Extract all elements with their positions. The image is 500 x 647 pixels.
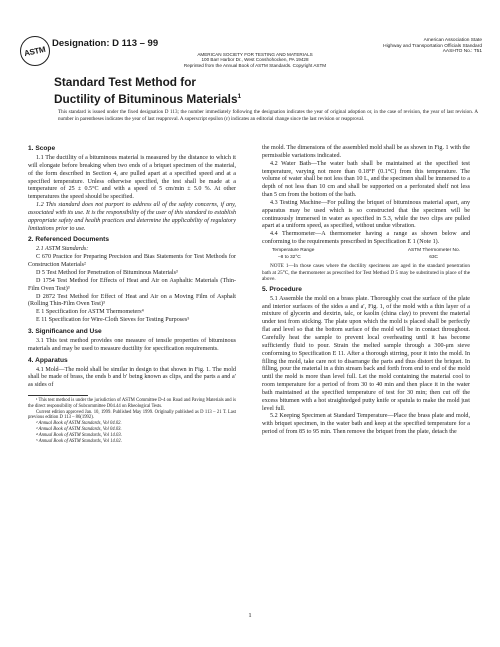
designation-notice: This standard is issued under the fixed designation D 113; the number immediately following the designation indicates the year of original adoption or, in the case of revision, the year of last revision. A number in parentheses indicates the year of last reapproval. A superscript epsilon (ε) indicates an editorial change since the last revision or reapproval.: [58, 109, 478, 122]
publisher-line: Reprinted from the Annual Book of ASTM Standards. Copyright ASTM: [183, 62, 327, 68]
reference-item: C 670 Practice for Preparing Precision and Bias Statements for Test Methods for Construction Materials²: [28, 254, 236, 269]
thermometer-table: [262, 247, 470, 261]
reference-item: D 5 Test Method for Penetration of Bituminous Materials³: [36, 269, 178, 276]
note-1: NOTE 1—In those cases where the ductility specimens are aged in the standard penetration bath at 25°C, the thermometer as prescribed for Test Method D 5 may be substituted in place of the above.: [262, 262, 470, 283]
astm-logo: [20, 36, 50, 66]
astm-standards-subhead: 2.1 ASTM Standards:: [36, 246, 89, 253]
association-block: [346, 38, 482, 55]
paragraph-1-1: 1.1 The ductility of a bituminous material is measured by the distance to which it will elongate before breaking when two ends of a briquet specimen of the material, of the form described in Section 4, are pulled apart at a specified speed and at a specified temperature. Unless otherwise specified, the test shall be made at a temperature of 25 ± 0.5°C and with a speed of 5 cm/min ± 5.0 %. At other temperatures the speed should be specified.: [28, 155, 236, 201]
footnote-divider: [28, 395, 88, 396]
section-heading-scope: 1. Scope: [28, 145, 56, 152]
table-header-range: Temperature Range: [272, 247, 315, 253]
title-main: Ductility of Bituminous Materials: [54, 91, 238, 106]
section-heading-significance: 3. Significance and Use: [28, 327, 102, 335]
thermometer-table-row: [262, 254, 470, 261]
designation: Designation: D 113 – 99: [52, 38, 159, 49]
table-header-thermometer: ASTM Thermometer No.: [407, 247, 460, 253]
section-heading-apparatus: 4. Apparatus: [28, 356, 68, 364]
paragraph-4-3: 4.3 Testing Machine—For pulling the briquet of bituminous material apart, any apparatus may be used which is so constructed that the specimen will be continuously immersed in water as specified in 5.3, while the two clips are pulled apart at a uniform speed, as specified, without undue vibration.: [262, 199, 470, 230]
footnote: ² Annual Book of ASTM Standards, Vol 04.02.: [36, 421, 122, 427]
paragraph-4-1: 4.1 Mold—The mold shall be similar in design to that shown in Fig. 1. The mold shall be made of brass, the ends b and b′ being known as clips, and the parts a and a′ as sides of: [28, 366, 236, 389]
table-cell-thermometer: 63C: [429, 254, 438, 260]
association-line: American Association State: [423, 38, 482, 43]
paragraph-5-2: 5.2 Keeping Specimen at Standard Temperature—Place the brass plate and mold, with briquet specimen, in the water bath and keep at the specified temperature for a period of from 85 to 95 min. Then remove the briquet from the plate, detach the: [262, 413, 470, 436]
footnote: ⁴ Annual Book of ASTM Standards, Vol 14.03.: [36, 432, 122, 438]
left-column: [28, 145, 236, 444]
footnote: Current edition approved Jan. 10, 1999. Published May 1999. Originally published as D 113 – 21 T. Last previous edition D 113 – 86(1992).: [28, 409, 236, 421]
document-title: [54, 76, 241, 106]
page-number: 1: [248, 612, 252, 619]
publisher-line: 100 Barr Harbor Dr., West Conshohocken, PA 19428: [201, 57, 309, 63]
title-line-1: Standard Test Method for: [54, 75, 197, 89]
paragraph-3-1: 3.1 This test method provides one measure of tensile properties of bituminous materials and may be used to measure ductility for specification requirements.: [28, 337, 236, 352]
paragraph-4-4: 4.4 Thermometer—A thermometer having a range as shown below and conforming to the requirements prescribed in Specification E 1 (Note 1).: [262, 231, 470, 246]
section-heading-procedure: 5. Procedure: [262, 285, 302, 293]
astm-logo-text: ASTM: [23, 44, 47, 58]
section-heading-referenced-documents: 2. Referenced Documents: [28, 236, 109, 244]
paragraph-4-1-continued: the mold. The dimensions of the assembled mold shall be as shown in Fig. 1 with the permissible variations indicated.: [262, 145, 470, 159]
table-cell-range: –8 to 32°C: [278, 254, 301, 260]
association-line: Highway and Transportation Officials Standard: [383, 43, 482, 49]
footnote: ¹ This test method is under the jurisdiction of ASTM Committee D-4 on Road and Paving Materials and is the direct responsibility of Subcommittee D04.44 on Rheological Tests.: [28, 398, 236, 409]
reference-item: E 11 Specification for Wire-Cloth Sieves for Testing Purposes⁵: [36, 317, 190, 324]
reference-item: D 2872 Test Method for Effect of Heat and Air on a Moving Film of Asphalt (Rolling Thin-Film Oven Test)³: [28, 293, 236, 308]
footnote: ⁵ Annual Book of ASTM Standards, Vol 14.02.: [36, 438, 122, 444]
publisher-line: AMERICAN SOCIETY FOR TESTING AND MATERIALS: [197, 52, 313, 57]
reference-item: E 1 Specification for ASTM Thermometers⁴: [36, 309, 144, 316]
right-column: [262, 145, 470, 437]
paragraph-1-2: 1.2 This standard does not purport to address all of the safety concerns, if any, associated with its use. It is the responsibility of the user of this standard to establish appropriate safety and health practices and determine the applicability of regulatory limitations prior to use.: [28, 202, 236, 232]
association-line: AASHTO No.: T51: [442, 49, 482, 55]
paragraph-5-1: 5.1 Assemble the mold on a brass plate. Thoroughly coat the surface of the plate and interior surfaces of the sides a and a′, Fig. 1, of the mold with a thin layer of a mixture of glycerin and dextrin, talc, or kaolin (china clay) to prevent the material under test from sticking. The plate upon which the mold is placed shall be perfectly flat and level so that the bottom surface of the mold will be in contact throughout. Carefully heat the sample to prevent local overheating until it has become sufficiently fluid to pour. Strain the melted sample through a 300-μm sieve conforming to Specification E 11. After a thorough stirring, pour it into the mold. In filling the mold, take care not to disarrange the parts and thus distort the briquet. In filling, pour the material in a thin stream back and forth from end to end of the mold until the mold is more than level full. Let the mold containing the material cool to room temperature for a period of from 30 to 40 min and then place it in the water bath maintained at the specified temperature of test for 30 min; then cut off the excess bitumen with a hot straightedged putty knife or spatula to make the mold just level full.: [262, 295, 470, 412]
reference-item: D 1754 Test Method for Effects of Heat and Air on Asphaltic Materials (Thin-Film Oven Test)³: [28, 277, 236, 292]
title-line-2: [54, 90, 241, 106]
title-footnote-ref: 1: [237, 92, 242, 100]
paragraph-4-2: 4.2 Water Bath—The water bath shall be maintained at the specified test temperature, varying not more than 0.18°F (0.1°C) from this temperature. The volume of water shall be not less than 10 L, and the specimen shall be immersed to a depth of not less than 10 cm and shall be supported on a perforated shelf not less than 5 cm from the bottom of the bath.: [262, 160, 470, 199]
footnote: ³ Annual Book of ASTM Standards, Vol 04.03.: [36, 427, 122, 433]
publisher-block: [170, 52, 340, 68]
thermometer-table-header: [262, 247, 470, 254]
